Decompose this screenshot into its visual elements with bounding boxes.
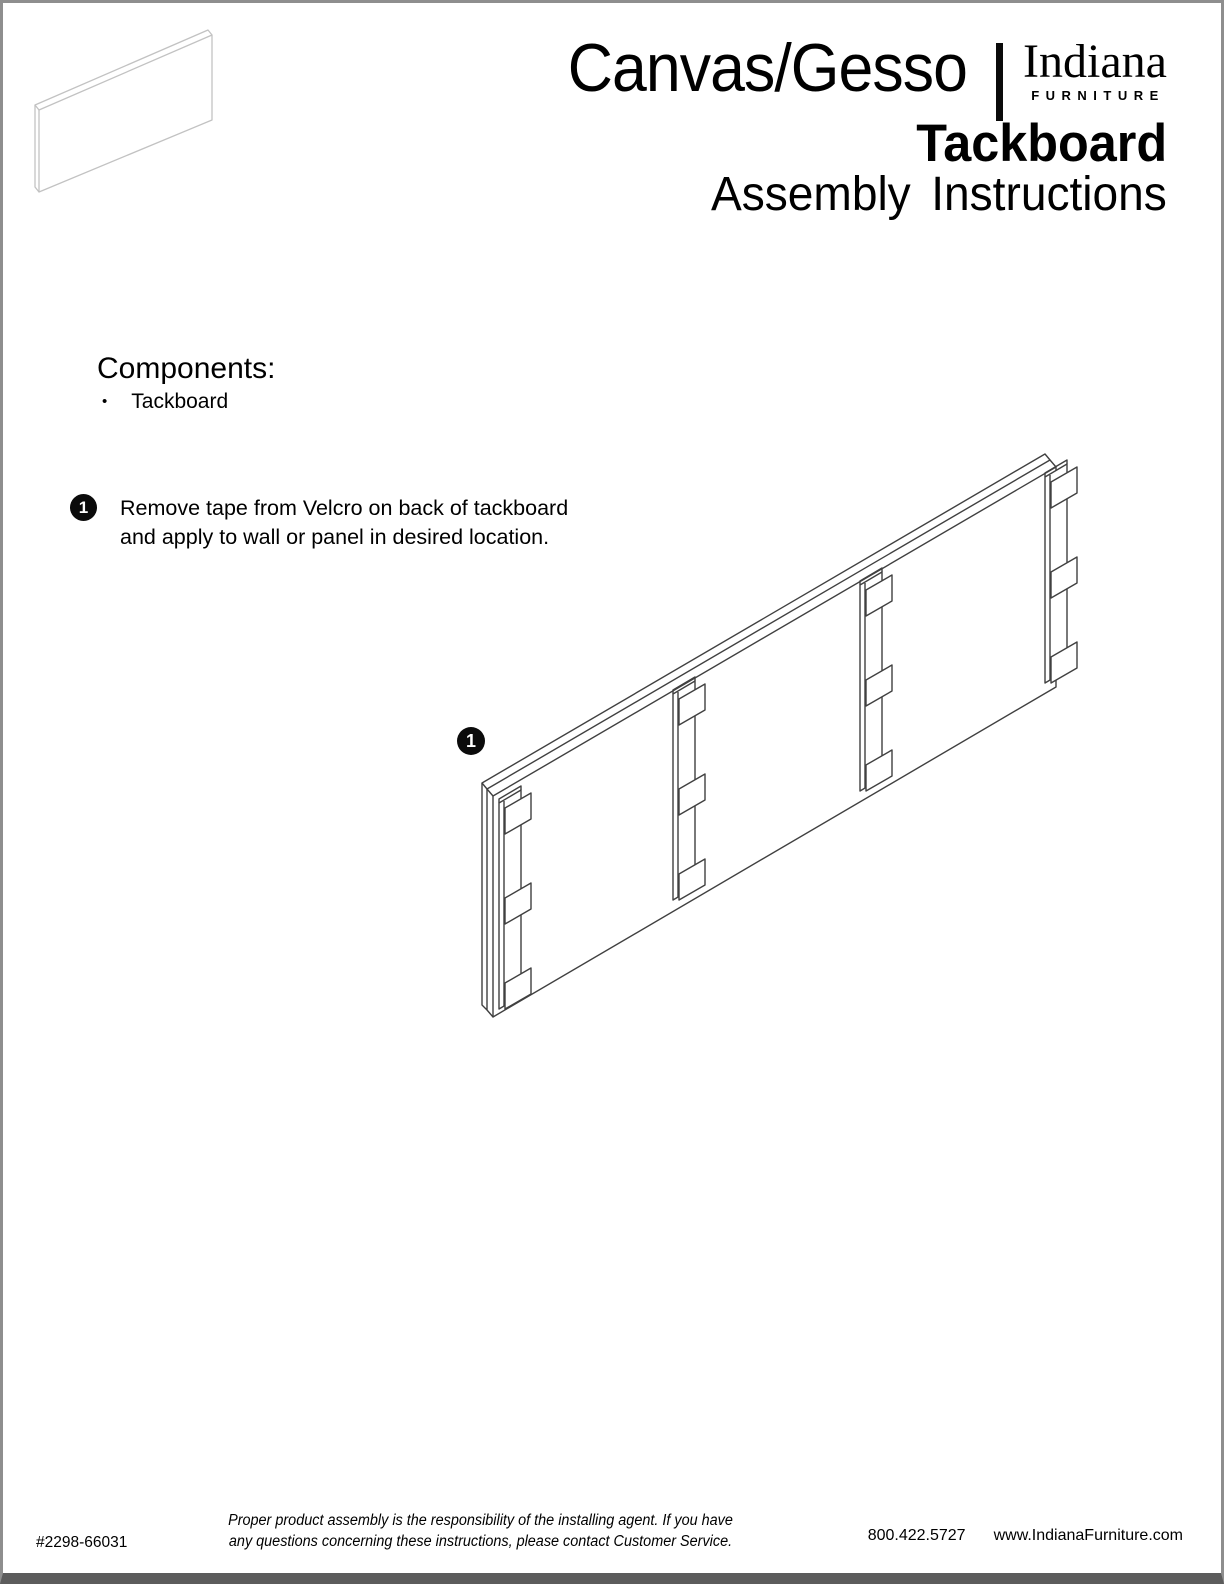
diagram-callout-1-badge: 1 [457, 727, 485, 755]
tackboard-rear-diagram [461, 451, 1091, 1041]
thumb-panel-face [39, 35, 212, 192]
component-label: Tackboard [131, 390, 229, 413]
velcro-strip-3 [860, 568, 892, 791]
velcro-strip-2 [673, 677, 705, 900]
phone-number: 800.422.5727 [867, 1527, 966, 1544]
footer-contact [868, 1527, 1183, 1545]
header-separator-bar [996, 43, 1003, 121]
step-1-text-line-1: Remove tape from Velcro on back of tackboard [120, 496, 569, 520]
bullet-icon: • [102, 393, 108, 410]
brand-logo [1019, 37, 1171, 103]
board-left-edge [482, 783, 493, 1017]
disclaimer-line-1: Proper product assembly is the responsibility of the installing agent. If you have [228, 1512, 733, 1529]
disclaimer-line-2: any questions concerning these instructions, please contact Customer Service. [228, 1532, 733, 1550]
document-subtitle: Assembly Instructions [711, 168, 1167, 221]
components-heading: Components: [97, 352, 276, 385]
velcro-strip-1 [499, 786, 531, 1009]
footer-disclaimer [227, 1511, 734, 1553]
velcro-strip-4 [1045, 460, 1077, 683]
product-line-title: Canvas/Gesso [567, 30, 967, 106]
document-title: Tackboard [916, 114, 1167, 173]
website-url: www.IndianaFurniture.com [993, 1527, 1183, 1544]
brand-name: Indiana [1023, 35, 1167, 88]
tackboard-thumbnail-drawing [31, 25, 226, 200]
board-face [493, 467, 1056, 1017]
brand-subtitle: FURNITURE [1031, 88, 1165, 104]
step-1-number-badge: 1 [70, 494, 97, 521]
step-1-text-line-2: and apply to wall or panel in desired location. [120, 524, 550, 549]
document-number: #2298-66031 [36, 1534, 128, 1551]
component-list-item [102, 390, 228, 414]
